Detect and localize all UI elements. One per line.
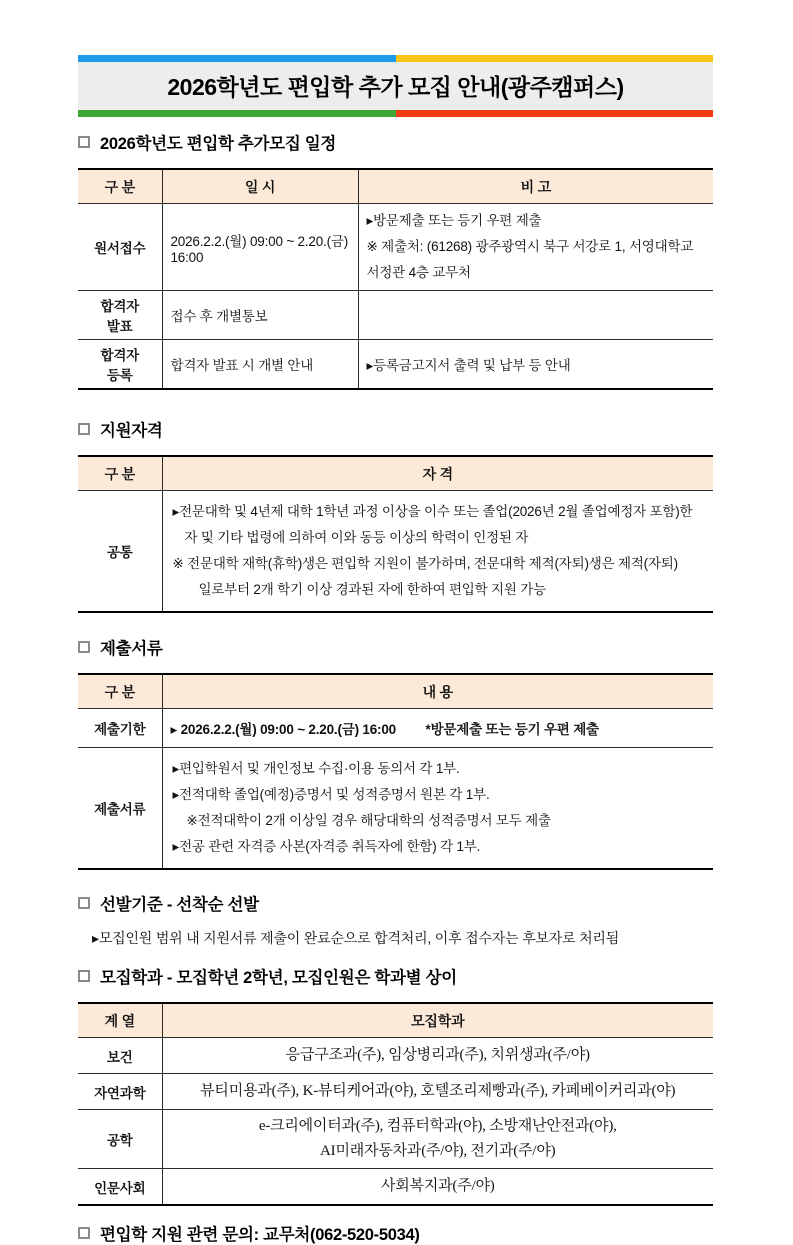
selection-bullet: ▸모집인원 범위 내 지원서류 제출이 완료순으로 합격처리, 이후 접수자는 후보자로 처리됨 — [92, 930, 620, 946]
row-label: 합격자 등록 — [78, 340, 162, 390]
banner-green-bar — [78, 110, 396, 117]
square-bullet-icon — [78, 136, 90, 148]
banner-yellow-bar — [396, 55, 714, 62]
section-schedule — [78, 130, 713, 390]
document-item: ▸전공 관련 자격증 사본(자격증 취득자에 한함) 각 1부. — [172, 839, 481, 854]
table-row-engineering — [78, 1110, 713, 1169]
row-label: 공학 — [78, 1110, 162, 1169]
deadline-note: *방문제출 또는 등기 우편 제출 — [425, 722, 599, 737]
row-note: ▸등록금고지서 출력 및 납부 등 안내 — [358, 340, 713, 390]
documents-heading — [78, 635, 713, 659]
documents-header-row — [78, 674, 713, 709]
section-documents — [78, 635, 713, 870]
row-label: 보건 — [78, 1038, 162, 1074]
section-departments — [78, 964, 713, 1206]
department-list: 응급구조과(주), 임상병리과(주), 치위생과(주/야) — [162, 1038, 713, 1074]
departments-heading — [78, 964, 713, 988]
table-row-humanities — [78, 1169, 713, 1206]
col-header-division: 구 분 — [78, 169, 162, 204]
schedule-header-row — [78, 169, 713, 204]
row-label: 공통 — [78, 491, 162, 613]
page-title: 2026학년도 편입학 추가 모집 안내(광주캠퍼스) — [78, 62, 713, 110]
table-row-announcement — [78, 291, 713, 340]
row-label: 제출서류 — [78, 748, 162, 870]
selection-heading-text: 선발기준 - 선착순 선발 — [100, 896, 259, 914]
table-row-deadline — [78, 709, 713, 748]
eligibility-item: ※ 전문대학 재학(휴학)생은 편입학 지원이 불가하며, 전문대학 제적(자퇴)생은 제적(자퇴)일로부터 2개 학기 이상 경과된 자에 한하여 편입학 지원 가능 — [172, 556, 678, 597]
row-note — [358, 204, 713, 291]
row-datetime: 접수 후 개별통보 — [162, 291, 358, 340]
row-label: 원서접수 — [78, 204, 162, 291]
document-item-note: ※전적대학이 2개 이상일 경우 해당대학의 성적증명서 모두 제출 — [186, 813, 551, 828]
contact-text: 편입학 지원 관련 문의: 교무처(062-520-5034) — [100, 1226, 420, 1244]
row-datetime: 합격자 발표 시 개별 안내 — [162, 340, 358, 390]
departments-header-row — [78, 1003, 713, 1038]
table-row-natural-science — [78, 1074, 713, 1110]
col-header-qualification: 자 격 — [162, 456, 713, 491]
square-bullet-icon — [78, 1227, 90, 1239]
banner-red-bar — [396, 110, 714, 117]
note-line: ※ 제출처: (61268) 광주광역시 북구 서강로 1, 서영대학교 서정관 4층 교무처 — [366, 239, 694, 280]
banner-top-bar — [78, 55, 713, 62]
document-item: ▸편입학원서 및 개인정보 수집·이용 동의서 각 1부. — [172, 761, 460, 776]
eligibility-content — [162, 491, 713, 613]
deadline-value: ▸ 2026.2.2.(월) 09:00 ~ 2.20.(금) 16:00 — [170, 722, 396, 737]
section-selection — [78, 891, 713, 949]
table-row-documents — [78, 748, 713, 870]
row-note — [358, 291, 713, 340]
square-bullet-icon — [78, 641, 90, 653]
schedule-table — [78, 168, 713, 390]
table-row-common — [78, 491, 713, 613]
banner-blue-bar — [78, 55, 396, 62]
department-list-line: e-크리에이터과(주), 컴퓨터학과(야), 소방재난안전과(야), — [258, 1118, 617, 1134]
note-line: ▸방문제출 또는 등기 우편 제출 — [366, 213, 542, 228]
row-label: 자연과학 — [78, 1074, 162, 1110]
schedule-heading — [78, 130, 713, 154]
square-bullet-icon — [78, 970, 90, 982]
department-list: 뷰티미용과(주), K-뷰티케어과(야), 호텔조리제빵과(주), 카페베이커리과(야) — [162, 1074, 713, 1110]
contact-heading — [78, 1221, 713, 1245]
square-bullet-icon — [78, 423, 90, 435]
banner-bottom-bar — [78, 110, 713, 117]
eligibility-heading — [78, 417, 713, 441]
deadline-value-cell — [162, 709, 713, 748]
square-bullet-icon — [78, 897, 90, 909]
col-header-content: 내 용 — [162, 674, 713, 709]
department-list: 사회복지과(주/야) — [162, 1169, 713, 1206]
col-header-datetime: 일 시 — [162, 169, 358, 204]
document-item: ▸전적대학 졸업(예정)증명서 및 성적증명서 원본 각 1부. — [172, 787, 490, 802]
table-row-application — [78, 204, 713, 291]
row-label: 인문사회 — [78, 1169, 162, 1206]
col-header-category: 계 열 — [78, 1003, 162, 1038]
row-datetime: 2026.2.2.(월) 09:00 ~ 2.20.(금) 16:00 — [162, 204, 358, 291]
departments-heading-text: 모집학과 - 모집학년 2학년, 모집인원은 학과별 상이 — [100, 969, 457, 987]
section-eligibility — [78, 417, 713, 613]
col-header-departments: 모집학과 — [162, 1003, 713, 1038]
documents-content — [162, 748, 713, 870]
eligibility-header-row — [78, 456, 713, 491]
eligibility-table — [78, 455, 713, 613]
col-header-note: 비 고 — [358, 169, 713, 204]
title-banner — [78, 55, 713, 117]
col-header-division: 구 분 — [78, 674, 162, 709]
departments-table — [78, 1002, 713, 1206]
table-row-health — [78, 1038, 713, 1074]
department-list-line: AI미래자동차과(주/야), 전기과(주/야) — [320, 1143, 556, 1159]
documents-heading-text: 제출서류 — [100, 640, 163, 658]
col-header-division: 구 분 — [78, 456, 162, 491]
table-row-registration — [78, 340, 713, 390]
schedule-heading-text: 2026학년도 편입학 추가모집 일정 — [100, 135, 337, 153]
department-list — [162, 1110, 713, 1169]
selection-heading — [78, 891, 713, 915]
row-label: 합격자 발표 — [78, 291, 162, 340]
row-label: 제출기한 — [78, 709, 162, 748]
eligibility-item: ▸전문대학 및 4년제 대학 1학년 과정 이상을 이수 또는 졸업(2026년 2월 졸업예정자 포함)한 자 및 기타 법령에 의하여 이와 동등 이상의 학력이 인정된 자 — [172, 504, 693, 545]
eligibility-heading-text: 지원자격 — [100, 422, 163, 440]
documents-table — [78, 673, 713, 870]
